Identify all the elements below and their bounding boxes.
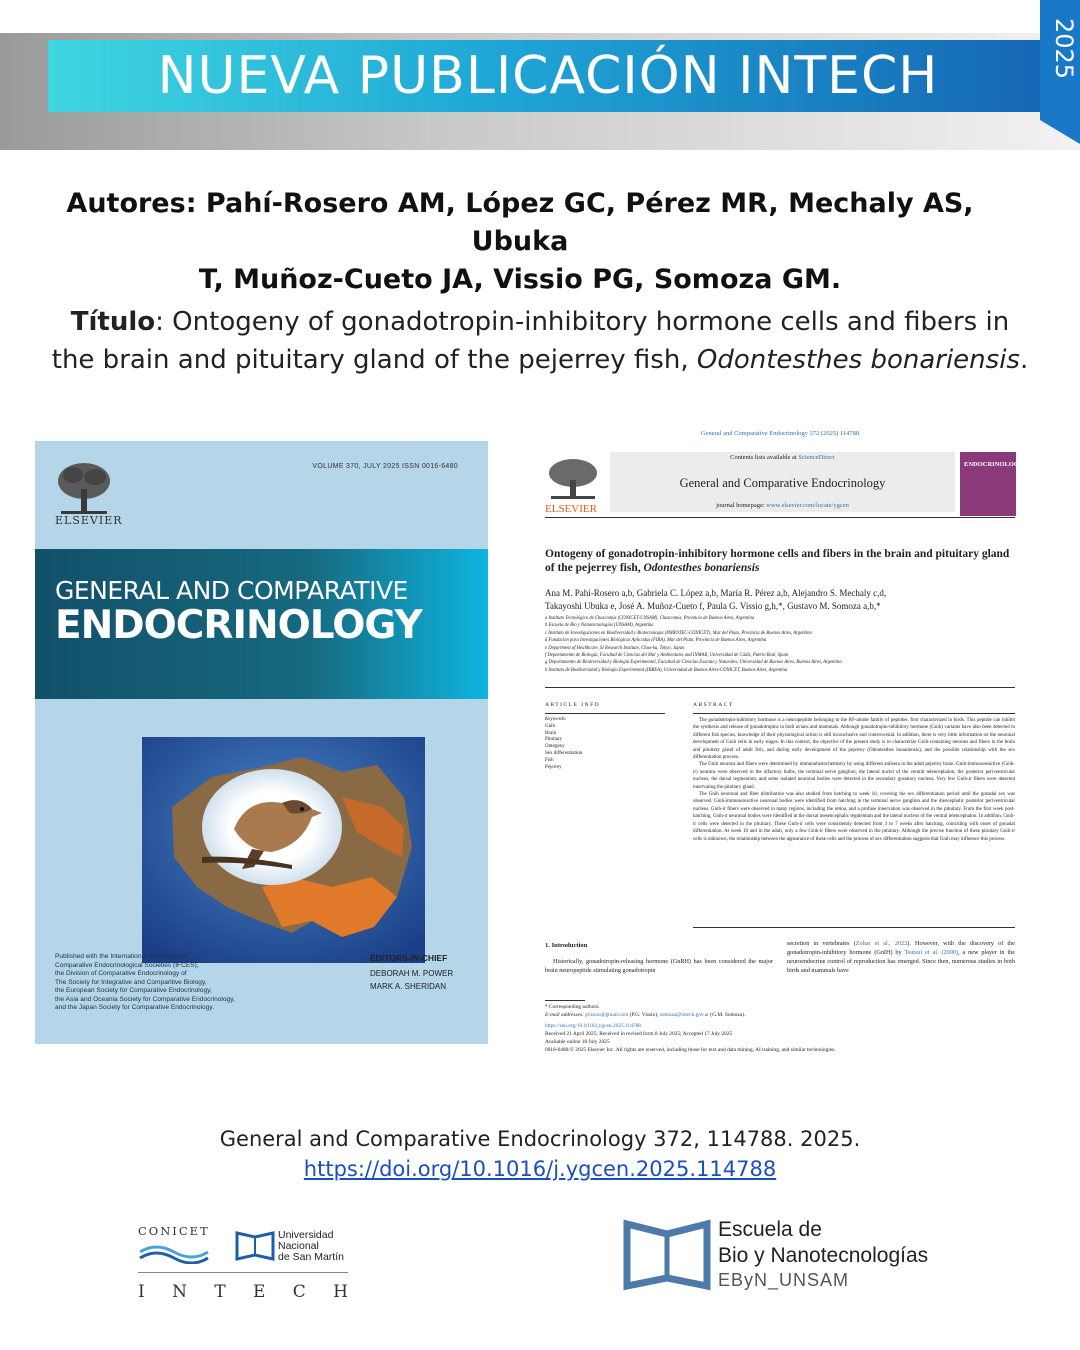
cover-editors-title: EDITORS-IN-CHIEF [370,953,448,963]
ebyn-logo-line-3: EByN_UNSAM [718,1270,850,1290]
article-thumbnail-label: ENDOCRINOLOGY [964,461,1024,468]
article-info-rule [545,713,665,714]
article-authors: Ana M. Pahí-Rosero a,b, Gabriela C. López a,b, María R. Pérez a,b, Alejandro S. Mechaly c,d, Takayoshi Ubuka e, José A. Muñoz-Cueto f, Paula G. Vissio g,h,*, Gustavo M. Somoza a,b,* [545,588,887,611]
title-line-2: the brain and pituitary gland of the pejerrey fish, [51,345,697,375]
doi-link[interactable]: https://doi.org/10.1016/j.ygcen.2025.114788 [303,1157,777,1181]
article-footnotes: * Corresponding authors. E-mail addresses: pvissio@gmail.com (P.G. Vissio), somoza@intech.gov.ar (G.M. Somoza). https://doi.org/10.1016/j.ygcen.2025.114788 Received 21 April 2025; Received in revised form 8 July 2025; Accepted 17 July 2025 Available online 18 July 2025 0016-6480/© 2025 Elsevier Inc. All rights are reserved, including those for text and data mining, AI training, and similar technologies. [545,1004,836,1053]
elsevier-tree-icon [55,459,113,519]
unsam-book-icon [234,1229,276,1263]
ebyn-book-icon [622,1216,712,1296]
article-abstract: The gonadotropin-inhibitory hormone is a neuropeptide belonging to the RF-amide family of peptides, first characterized in birds. This peptide can inhibit the synthesis and release of gonadotropins in both avians and mammals. Although gonadotropin-inhibitory hormone (Gnih) variants have also been detected in different fish species, knowledge of their physiological action is still inconclusive and controversial. In addition, there is very little information on the neuronal development of Gnih cells in early stages. In this context, the objective of the present study is to characterize Gnih-containing neurons and fibers in the brain and pituitary gland of adult fish, and during early development of the pejerrey (Odontesthes bonariensis), and the possible relationship with the sex differentiation process. The Gnih neurons and fibers were determined by immunohistochemistry by using different antisera in the adult pejerrey brain. Gnih-immunoreactive (Gnih-ir) neurons were observed in the olfactory bulbs, the terminal nerve ganglion, the lateral nuclei of the ventral telencephalon, the posterior periventricular nucleus, the dorsal tegmentum, and some isolated neuronal bodies were detected in the secondary gustatory nucleus. Very few Gnih-ir fibers were detected innervating the pituitary gland. The Gnih neuronal and fiber distribution was also studied from hatching to week 10, covering the sex differentiation period until the gonadal sex was observed. Gnih-immunoreactive neuronal bodies were identified from hatching in the terminal nerve ganglion and the diencephalic posterior periventricular nucleus. Gnih-ir fibers were observed in many regions, including the retina, and a profuse innervation was observed in the pituitary. From the first week post-hatching, Gnih-ir neuronal bodies were identified in the dorsal mesencephalic tegmentum and the lateral nucleus of the ventral telencephalon. In addition, Gnih-ir cells were detected in the pituitary. These Gnih-ir cells were consistently detected from 3 to 7 weeks after hatching, coinciding with onset of gonadal differentiation. At week 10 and in the adult, only a few Gnih-ir fibers were observed in the pituitary. Although the precise function of these pituitary Gnih-ir cells is unknown, the relationship between the appearance of these cells and the process of sex differentiation suggests that Gnih may influence this process. [693,718,1015,842]
abstract-rule [693,713,1015,714]
article-publisher: ELSEVIER [545,503,597,515]
title-end: . [1019,345,1029,375]
authors-label: Autores: [66,188,197,219]
article-divider [545,517,1015,518]
article-title: Ontogeny of gonadotropin-inhibitory hormone cells and fibers in the brain and pituitary gland of the pejerrey fish, Odontesthes bonariensis [545,548,1010,574]
journal-homepage-link[interactable]: www.elsevier.com/locate/ygcen [766,502,849,509]
title-block [10,303,1070,379]
authors-line-2: T, Muñoz-Cueto JA, Vissio PG, Somoza GM. [198,264,842,295]
abstract-bottom-rule [693,927,1015,928]
journal-cover [35,441,488,1044]
header-title: NUEVA PUBLICACIÓN INTECH [157,46,939,106]
intech-logo-text: I N T E C H [138,1282,348,1302]
cover-journal-line-1: GENERAL AND COMPARATIVE [55,576,408,605]
article-doi-link[interactable]: https://doi.org/10.1016/j.ygcen.2025.114788 [545,1023,641,1030]
title-species: Odontesthes bonariensis [696,345,1020,375]
footnote-rule [545,1000,585,1001]
cover-journal-line-2: ENDOCRINOLOGY [55,603,422,648]
citation-block [0,1124,1080,1184]
elsevier-tree-icon [545,456,601,502]
title-label: Título [70,307,156,337]
introduction-column-1: Historically, gonadotropin-releasing hormone (GnRH) has been considered the major brain neuropeptide stimulating gonadotropin [545,958,773,974]
year-label: 2025 [1050,18,1078,80]
authors-line-1: Pahí-Rosero AM, López GC, Pérez MR, Mechaly AS, Ubuka [205,188,974,257]
article-divider [545,687,1015,688]
conicet-logo-text: CONICET [138,1224,210,1238]
intech-divider [138,1272,348,1273]
article-info-heading: ARTICLE INFO [545,702,601,708]
article-keywords: Keywords: Gnih Brain Pituitary Ontogeny Sex differentiation Fish Pejerrey [545,717,583,770]
cover-sparrow-map-illustration [142,737,425,963]
article-masthead: Contents lists available at ScienceDirect General and Comparative Endocrinology journal homepage: www.elsevier.com/locate/ygcen [610,452,955,512]
introduction-heading: 1. Introduction [545,942,588,949]
article-affiliations: a Instituto Tecnológico de Chascomús (CONICET-UNSAM), Chascomús, Provincia de Buenos Aires, Argentina b Escuela de Bio y Nanotecnologías (UNSAM), Argentina c Instituto de Investigaciones en Biodiversidad y Biotecnología (INBIOTEC-CONICET), Mar del Plata, Provincia de Buenos Aires, Argentina d Fundación para Investigaciones Biológicas Aplicadas (FIBA), Mar del Plata, Provincia de Buenos Aires, Argentina e Department of Healthcare, SI Research Institute, Chuo-ku, Tokyo, Japan f Departamento de Biología, Facultad de Ciencias del Mar y Ambientales and INMAR, Universidad de Cádiz, Puerto Real, Spain g Departamento de Biodiversidad y Biología Experimental, Facultad de Ciencias Exactas y Naturales, Universidad de Buenos Aires, Buenos Aires, Argentina h Instituto de Biodiversidad y Biología Experimental (IBBEA), Universidad de Buenos Aires-CONICET, Buenos Aires, Argentina [545,616,842,673]
article-citation-header: General and Comparative Endocrinology 372 (2025) 114788 [700,430,860,437]
introduction-column-2: secretion in vertebrates (Zohar et al., 2022). However, with the discovery of the gonadotropin-inhibitory hormone (GnIH) by Tsutsui et al. (2000), a new player in the neuroendocrine control of reproduction has emerged. Since then, numerous studies in both birds and mammals have [787,940,1016,974]
conicet-wave-icon [138,1240,210,1264]
citation-text: General and Comparative Endocrinology 372, 114788. 2025. [219,1127,861,1151]
cover-publisher: ELSEVIER [55,514,123,527]
article-first-page [540,425,1024,1065]
header-banner [48,40,1048,112]
cover-volume: VOLUME 370, JULY 2025 ISSN 0016-6480 [312,463,458,470]
article-journal-name: General and Comparative Endocrinology [679,476,886,490]
ebyn-logo-line-1: Escuela de [718,1218,822,1241]
cover-published-with: Published with the International Federation of Comparative Endocrinological Societies (IFCES), the Division of Comparative Endocrinology of The Society for Integrative and Comparitive Biology, the European Society for Comparative Endocrinology, the Asia and Oceania Society for Comparative Endocrinology, and the Japan Society for Comparative Endocrinology. [55,953,235,1011]
sciencedirect-link[interactable]: ScienceDirect [798,454,835,461]
unsam-logo-text: Universidad Nacional de San Martín [278,1229,344,1263]
cover-editors: DEBORAH M. POWER MARK A. SHERIDAN [370,969,454,991]
abstract-heading: ABSTRACT [693,702,734,708]
title-line-1: : Ontogeny of gonadotropin-inhibitory hormone cells and fibers in [155,307,1010,337]
authors-block [30,185,1010,299]
ebyn-logo-line-2: Bio y Nanotecnologías [718,1244,929,1267]
